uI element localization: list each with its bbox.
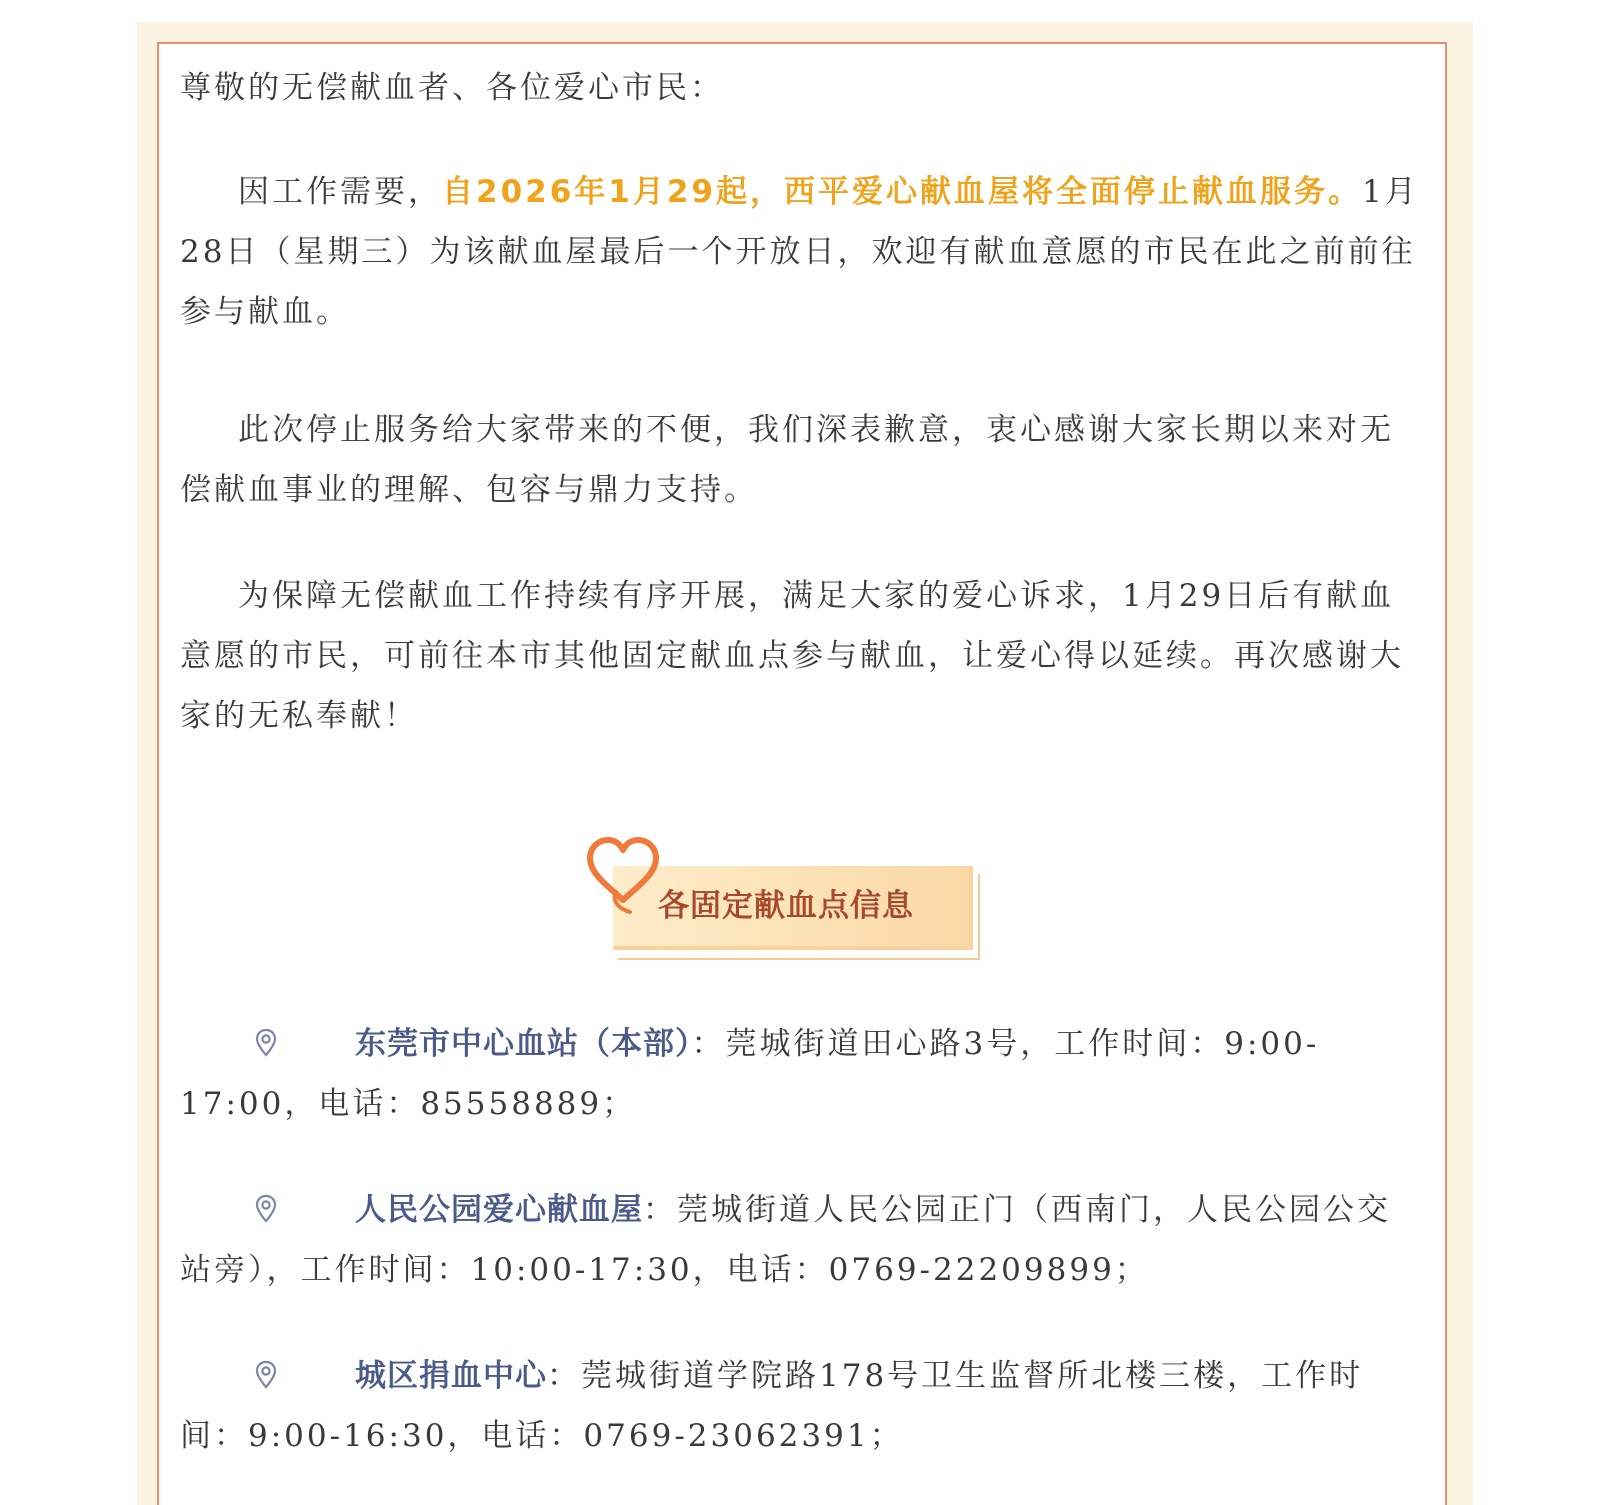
section-banner [578, 828, 998, 958]
banner-title: 各固定献血点信息 [658, 888, 914, 924]
paragraph-closure-notice [180, 162, 1420, 342]
heart-icon [578, 828, 668, 918]
site-name: 城区捐血中心 [355, 1358, 547, 1394]
site-item [180, 1180, 1420, 1300]
location-pin-icon [255, 1184, 277, 1214]
site-detail: ：莞城街道人民公园正门（西南门，人民公园公交站旁），工作时间：10:00-17:30，电话：0769-22209899； [180, 1192, 1391, 1288]
paragraph-apology: 此次停止服务给大家带来的不便，我们深表歉意，衷心感谢大家长期以来对无偿献血事业的理解、包容与鼎力支持。 [180, 412, 1394, 508]
site-item [180, 1346, 1420, 1466]
salutation: 尊敬的无偿献血者、各位爱心市民： [180, 70, 724, 106]
site-name: 东莞市中心血站（本部） [355, 1026, 692, 1062]
paragraph-alternatives: 为保障无偿献血工作持续有序开展，满足大家的爱心诉求，1月29日后有献血意愿的市民，可前往本市其他固定献血点参与献血，让爱心得以延续。再次感谢大家的无私奉献！ [180, 578, 1404, 734]
closure-highlight: 自2026年1月29起，西平爱心献血屋将全面停止献血服务。 [442, 174, 1362, 210]
site-detail: ：莞城街道学院路178号卫生监督所北楼三楼，工作时间：9:00-16:30，电话：0769-23062391； [180, 1358, 1364, 1454]
location-pin-icon [255, 1350, 277, 1380]
site-detail: ：莞城街道田心路3号，工作时间：9:00-17:00，电话：85558889； [180, 1026, 1320, 1122]
location-pin-icon [255, 1018, 277, 1048]
site-item [180, 1014, 1420, 1134]
site-name: 人民公园爱心献血屋 [355, 1192, 643, 1228]
para1-rest: 1月28日（星期三）为该献血屋最后一个开放日，欢迎有献血意愿的市民在此之前前往参与献血。 [180, 174, 1419, 330]
para1-lead: 因工作需要， [238, 174, 442, 210]
